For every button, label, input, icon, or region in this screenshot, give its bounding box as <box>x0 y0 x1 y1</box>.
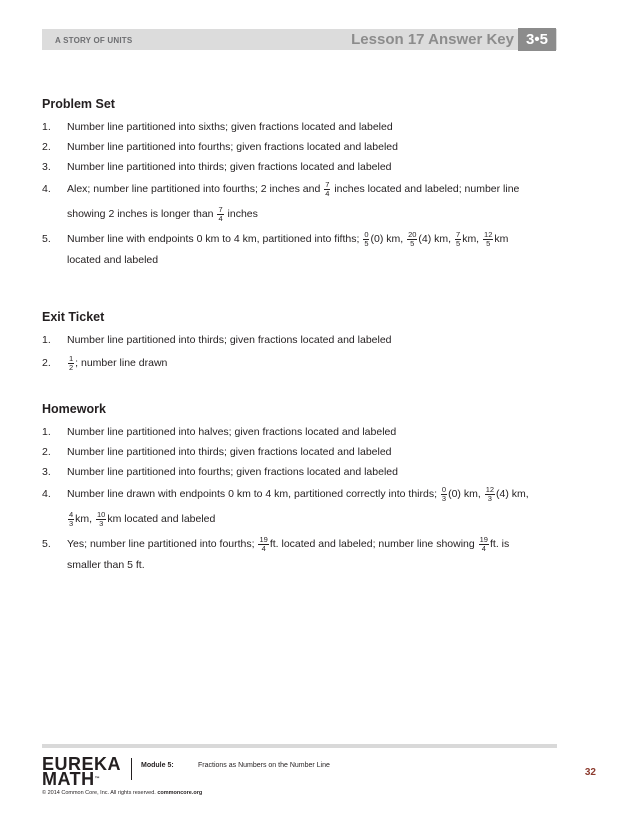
problem-set-item-1 <box>42 117 562 137</box>
homework-item-5 <box>42 532 562 582</box>
item-text: Yes; number line partitioned into fourths; <box>67 538 255 550</box>
item-number: 4. <box>42 183 51 195</box>
item-text: km, <box>75 513 93 525</box>
footer-rule <box>42 744 557 748</box>
item-text: Number line partitioned into sixths; given fractions located and labeled <box>67 121 393 133</box>
fraction: $\frac{0}{3}$ <box>441 484 447 503</box>
copyright: © 2014 Common Core, Inc. All rights reserved. commoncore.org <box>42 790 203 796</box>
item-number: 3. <box>42 161 51 173</box>
item-text: (0) km, <box>370 233 404 245</box>
site-link: commoncore.org <box>157 790 203 796</box>
homework-item-1 <box>42 422 562 442</box>
item-text: ; number line drawn <box>75 357 168 369</box>
grade-badge: 3•5 <box>518 28 556 51</box>
item-text: Number line with endpoints 0 km to 4 km, partitioned into fifths; <box>67 233 360 245</box>
fraction: $\frac{19}{4}$ <box>259 534 268 553</box>
problem-set-item-5 <box>42 227 562 277</box>
item-text: Number line drawn with endpoints 0 km to 4 km, partitioned correctly into thirds; <box>67 488 437 500</box>
fraction: $\frac{7}{4}$ <box>325 179 330 198</box>
item-text: inches <box>227 208 258 220</box>
item-text: ft. located and labeled; number line showing <box>269 538 475 550</box>
fraction: $\frac{7}{4}$ <box>218 204 223 223</box>
exit-ticket-item-1 <box>42 330 562 350</box>
fraction: $\frac{12}{5}$ <box>484 229 493 248</box>
problem-set-item-3 <box>42 157 562 177</box>
item-text: km <box>494 233 509 245</box>
item-number: 3. <box>42 466 51 478</box>
item-text: Number line partitioned into thirds; given fractions located and labeled <box>67 446 392 458</box>
fraction: $\frac{10}{3}$ <box>97 509 106 528</box>
item-number: 5. <box>42 233 51 245</box>
item-number: 1. <box>42 121 51 133</box>
problem-set-title: Problem Set <box>42 97 115 111</box>
item-number: 1. <box>42 426 51 438</box>
item-text: Number line partitioned into thirds; given fractions located and labeled <box>67 334 392 346</box>
homework-title: Homework <box>42 402 106 416</box>
lesson-title: Lesson 17 Answer Key <box>351 31 514 48</box>
fraction: $\frac{4}{3}$ <box>69 509 74 528</box>
item-text: smaller than 5 ft. <box>67 559 145 571</box>
item-number: 2. <box>42 141 51 153</box>
module-title: Fractions as Numbers on the Number Line <box>198 762 330 769</box>
item-text: (4) km, <box>418 233 452 245</box>
homework-item-4 <box>42 482 562 532</box>
footer-divider <box>131 758 132 780</box>
fraction: $\frac{7}{5}$ <box>456 229 461 248</box>
item-text: located and labeled <box>67 254 159 266</box>
fraction: $\frac{12}{3}$ <box>485 484 495 503</box>
problem-set-item-2 <box>42 137 562 157</box>
fraction: $\frac{20}{5}$ <box>408 229 417 248</box>
exit-ticket-item-2 <box>42 350 562 377</box>
item-text: inches located and labeled; number line <box>334 183 520 195</box>
item-number: 2. <box>42 446 51 458</box>
problem-set-item-4 <box>42 177 562 227</box>
logo-line-1: EUREKA <box>42 754 122 774</box>
fraction: $\frac{1}{2}$ <box>69 353 74 372</box>
item-number: 2. <box>42 357 51 369</box>
item-text: (4) km, <box>496 488 529 500</box>
item-number: 4. <box>42 488 51 500</box>
item-text: (0) km, <box>448 488 481 500</box>
item-number: 1. <box>42 334 51 346</box>
item-text: showing 2 inches is longer than <box>67 208 214 220</box>
item-text: ft. is <box>489 538 510 550</box>
item-text: Number line partitioned into fourths; given fractions located and labeled <box>67 141 398 153</box>
answer-key-content <box>42 97 562 582</box>
item-text: Number line partitioned into thirds; given fractions located and labeled <box>67 161 392 173</box>
exit-ticket-title: Exit Ticket <box>42 310 105 324</box>
item-text: Number line partitioned into halves; given fractions located and labeled <box>67 426 397 438</box>
fraction: $\frac{19}{4}$ <box>479 534 488 553</box>
item-number: 5. <box>42 538 51 550</box>
module-label: Module 5: <box>141 762 174 769</box>
homework-item-3 <box>42 462 562 482</box>
series-label: A STORY OF UNITS <box>55 36 133 45</box>
eureka-math-logo <box>42 754 122 789</box>
item-text: km located and labeled <box>107 513 216 525</box>
homework-item-2 <box>42 442 562 462</box>
fraction: $\frac{0}{5}$ <box>364 229 369 248</box>
logo-line-2: MATH™ <box>42 769 101 789</box>
item-text: Number line partitioned into fourths; given fractions located and labeled <box>67 466 398 478</box>
page-number: 32 <box>584 767 596 778</box>
item-text: km, <box>462 233 480 245</box>
item-text: Alex; number line partitioned into fourths; 2 inches and <box>67 183 321 195</box>
